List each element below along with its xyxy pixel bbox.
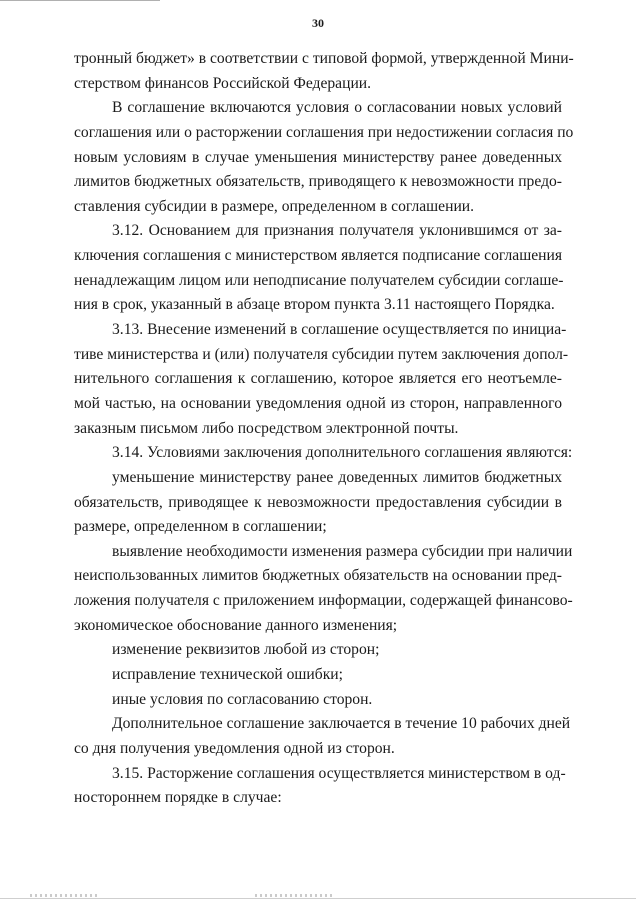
text-line: исправление технической ошибки; bbox=[112, 666, 343, 684]
page-number: 30 bbox=[312, 16, 324, 30]
document-body bbox=[74, 47, 574, 811]
text-line: лимитов бюджетных обязательств, приводящего к невозможности предо- bbox=[74, 173, 562, 191]
text-line: размере, определенном в соглашении; bbox=[74, 518, 327, 536]
text-line: тронный бюджет» в соответствии с типовой формой, утвержденной Мини- bbox=[74, 50, 574, 67]
paragraph bbox=[74, 540, 573, 639]
text-line: ния в срок, указанный в абзаце втором пункта 3.11 настоящего Порядка. bbox=[74, 296, 555, 314]
paragraph bbox=[74, 466, 562, 540]
paragraph bbox=[74, 96, 574, 219]
text-line: мой частью, на основании уведомления одной из сторон, направленного bbox=[74, 394, 562, 412]
text-line: выявление необходимости изменения размера субсидии при наличии bbox=[112, 542, 573, 560]
paragraph bbox=[74, 219, 562, 318]
paragraph bbox=[74, 762, 566, 811]
scan-artifact bbox=[255, 894, 335, 897]
paragraph bbox=[74, 318, 569, 441]
text-line: ставления субсидии в размере, определенном в соглашении. bbox=[74, 197, 475, 215]
paragraph bbox=[74, 688, 562, 713]
text-line: ностороннем порядке в случае: bbox=[74, 789, 282, 807]
text-line: нительного соглашения к соглашению, которое является его неотъемле- bbox=[74, 370, 562, 388]
text-line: соглашения или о расторжении соглашения при недостижении согласия по bbox=[74, 123, 574, 141]
text-line: неиспользованных лимитов бюджетных обязательств на основании пред- bbox=[74, 567, 562, 585]
text-line: 3.15. Расторжение соглашения осуществляется министерством в од- bbox=[112, 764, 566, 782]
scan-artifact bbox=[30, 894, 100, 897]
text-line: тиве министерства и (или) получателя субсидии путем заключения допол- bbox=[74, 345, 569, 363]
text-line: ложения получателя с приложением информации, содержащей финансово- bbox=[74, 592, 573, 610]
text-line: со дня получения уведомления одной из сторон. bbox=[74, 739, 395, 757]
text-line: Дополнительное соглашение заключается в течение 10 рабочих дней bbox=[112, 715, 571, 733]
text-line: 3.12. Основанием для признания получателя уклонившимся от за- bbox=[112, 222, 562, 240]
text-line: новым условиям в случае уменьшения министерству ранее доведенных bbox=[74, 148, 562, 166]
text-line: ненадлежащим лицом или неподписание получателем субсидии соглаше- bbox=[74, 271, 564, 289]
text-line: иные условия по согласованию сторон. bbox=[112, 690, 373, 708]
text-line: 3.13. Внесение изменений в соглашение осуществляется по инициа- bbox=[112, 321, 567, 339]
text-line: изменение реквизитов любой из сторон; bbox=[112, 641, 380, 659]
paragraph bbox=[74, 712, 571, 761]
text-line: экономическое обоснование данного изменения; bbox=[74, 616, 398, 634]
text-line: ключения соглашения с министерством является подписание соглашения bbox=[74, 247, 562, 265]
paragraph bbox=[74, 441, 573, 466]
text-line: В соглашение включаются условия о согласовании новых условий bbox=[112, 99, 562, 117]
paragraph bbox=[74, 638, 562, 663]
text-line: заказным письмом либо посредством электронной почты. bbox=[74, 419, 459, 437]
text-line: уменьшение министерству ранее доведенных лимитов бюджетных bbox=[112, 468, 562, 486]
bottom-scan-rule bbox=[0, 898, 636, 899]
paragraph bbox=[74, 663, 562, 688]
paragraph bbox=[74, 47, 574, 96]
top-scan-rule bbox=[0, 0, 160, 1]
text-line: стерством финансов Российской Федерации. bbox=[74, 74, 372, 92]
text-line: 3.14. Условиями заключения дополнительного соглашения являются: bbox=[112, 444, 573, 462]
text-line: обязательств, приводящее к невозможности предоставления субсидии в bbox=[74, 493, 562, 511]
